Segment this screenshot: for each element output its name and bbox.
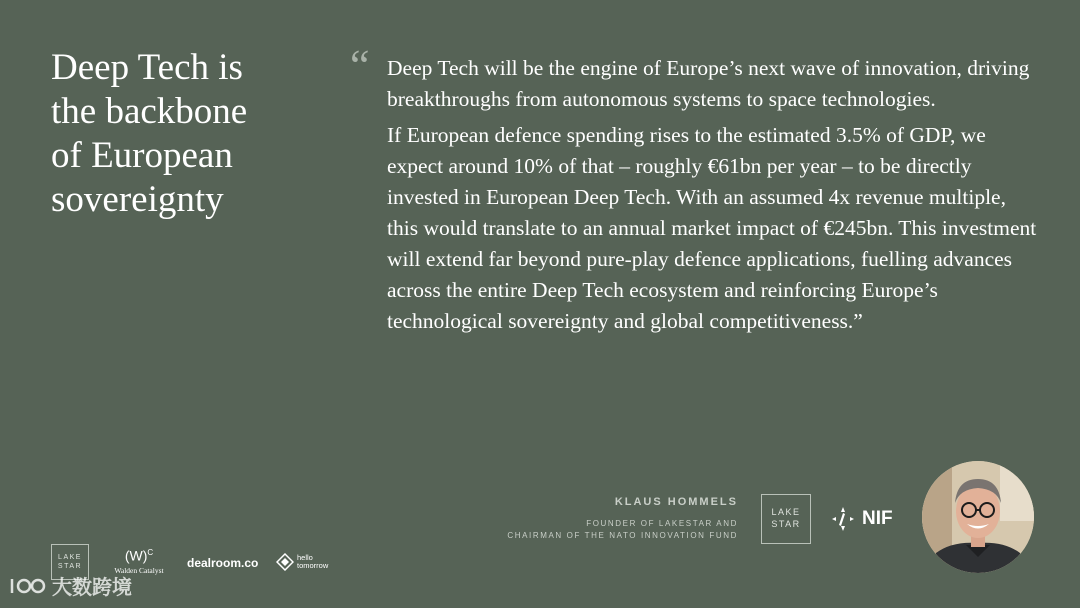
speaker-role-line: FOUNDER OF LAKESTAR AND (586, 519, 738, 528)
hello-tomorrow-line: hello (297, 553, 313, 562)
walden-mark-sup: C (147, 548, 154, 557)
speaker-role (507, 518, 738, 542)
speaker-role-line: CHAIRMAN OF THE NATO INNOVATION FUND (507, 531, 738, 540)
speaker-attribution (507, 496, 738, 542)
walden-text: Walden Catalyst (114, 565, 164, 575)
hello-tomorrow-line: tomorrow (297, 561, 329, 570)
title-line: of European (51, 135, 233, 176)
lakestar-logo-line: STAR (771, 519, 801, 529)
walden-mark (109, 546, 169, 563)
speaker-name: KLAUS HOMMELS (614, 496, 738, 508)
nif-mark-icon (830, 506, 856, 532)
hello-tomorrow-text (297, 554, 328, 570)
lakestar-logo (761, 494, 811, 544)
watermark (8, 571, 132, 600)
nif-logo-text: NIF (862, 508, 893, 529)
lakestar-logo-line: STAR (57, 563, 83, 570)
quote-paragraph: If European defence spending rises to the estimated 3.5% of GDP, we expect around 10% of that – roughly €61bn per year – to be directly invested in European Deep Tech. With an assumed 4x revenue multiple, this would translate to an annual market impact of €245bn. This investment will extend far beyond pure-play defence applications, fuelling advances across the entire Deep Tech ecosystem and reinforcing Europe’s technological sovereignty and global competitiveness.” (387, 123, 1037, 333)
lakestar-logo-line: LAKE (58, 553, 82, 561)
quote-paragraph: Deep Tech will be the engine of Europe’s next wave of innovation, driving breakthroughs from autonomous systems to space technologies. (387, 56, 1030, 111)
speaker-portrait (922, 461, 1034, 573)
watermark-logo-icon (8, 573, 48, 599)
walden-mark-text: (W) (124, 547, 148, 564)
watermark-text: 大数跨境 (52, 575, 132, 599)
title-line: Deep Tech is (51, 47, 243, 88)
hello-tomorrow-icon (276, 553, 294, 571)
nif-logo (830, 506, 893, 532)
quote-block (387, 53, 1042, 342)
title-line: sovereignty (51, 179, 224, 220)
quote-mark-icon: “ (350, 41, 370, 90)
lakestar-logo-line: LAKE (771, 507, 801, 518)
hello-tomorrow-logo (276, 553, 328, 571)
title-line: the backbone (51, 91, 248, 132)
dealroom-logo: dealroom.co (187, 556, 259, 570)
slide-title (51, 46, 301, 222)
speaker-photo (922, 461, 1034, 573)
